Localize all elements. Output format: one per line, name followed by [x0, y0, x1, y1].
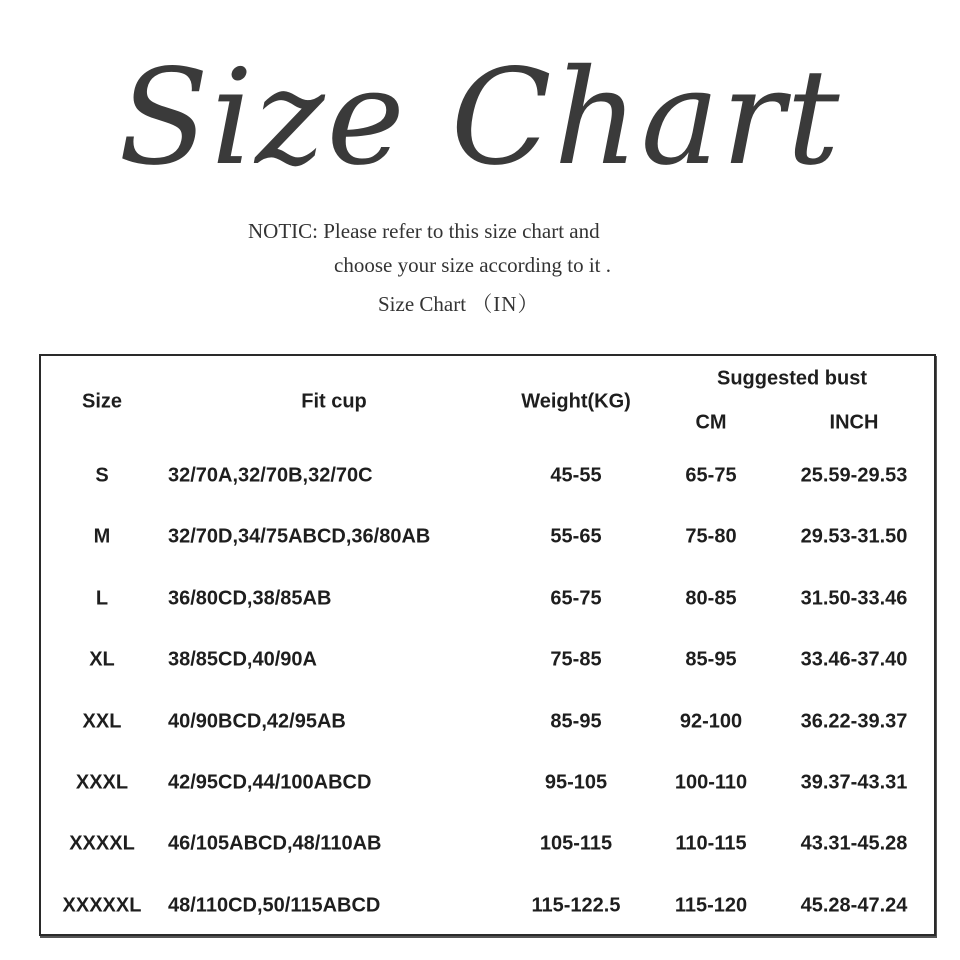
cell-size: XXXXL [69, 832, 135, 855]
header-cm: CM [695, 411, 727, 434]
cell-size: L [95, 587, 109, 610]
cell-size: XL [89, 648, 115, 671]
size-chart-label: Size Chart [378, 292, 467, 316]
cell-weight: 75-85 [550, 648, 602, 671]
cell-cm: 115-120 [674, 894, 748, 917]
cell-size: XXXL [75, 771, 129, 794]
cell-fit-cup: 46/105ABCD,48/110AB [168, 832, 382, 855]
cell-inch: 29.53-31.50 [800, 525, 908, 548]
page-title: Size Chart [118, 41, 842, 195]
header-fit-cup: Fit cup [301, 390, 367, 413]
cell-weight: 95-105 [544, 771, 608, 794]
cell-size: XXXXXL [62, 894, 142, 917]
cell-fit-cup: 32/70D,34/75ABCD,36/80AB [168, 525, 431, 548]
cell-inch: 33.46-37.40 [800, 648, 908, 671]
cell-fit-cup: 42/95CD,44/100ABCD [168, 771, 372, 794]
notice-line-2: choose your size according to it . [334, 253, 611, 277]
cell-inch: 36.22-39.37 [800, 710, 908, 733]
cell-weight: 105-115 [539, 832, 613, 855]
cell-weight: 85-95 [550, 710, 602, 733]
header-inch: INCH [829, 411, 879, 434]
size-table [39, 354, 936, 936]
cell-cm: 65-75 [685, 464, 737, 487]
cell-cm: 110-115 [675, 832, 747, 855]
cell-cm: 85-95 [685, 648, 737, 671]
cell-weight: 45-55 [550, 464, 602, 487]
cell-inch: 39.37-43.31 [800, 771, 908, 794]
cell-cm: 100-110 [674, 771, 748, 794]
size-chart-unit: （IN） [471, 292, 540, 316]
cell-fit-cup: 38/85CD,40/90A [168, 648, 317, 671]
cell-weight: 65-75 [550, 587, 602, 610]
notice-line-1: NOTIC: Please refer to this size chart and [248, 219, 600, 243]
header-weight: Weight(KG) [521, 390, 631, 413]
cell-cm: 92-100 [679, 710, 743, 733]
cell-inch: 25.59-29.53 [800, 464, 908, 487]
cell-cm: 80-85 [685, 587, 737, 610]
cell-inch: 31.50-33.46 [800, 587, 908, 610]
cell-inch: 43.31-45.28 [800, 832, 908, 855]
cell-inch: 45.28-47.24 [800, 894, 908, 917]
cell-cm: 75-80 [685, 525, 737, 548]
cell-weight: 55-65 [550, 525, 602, 548]
cell-size: M [93, 525, 111, 548]
header-suggested-bust: Suggested bust [716, 367, 868, 390]
notice-line-3 [378, 288, 539, 318]
cell-fit-cup: 48/110CD,50/115ABCD [168, 894, 381, 917]
cell-size: XXL [82, 710, 122, 733]
cell-fit-cup: 32/70A,32/70B,32/70C [168, 464, 373, 487]
cell-fit-cup: 40/90BCD,42/95AB [168, 710, 346, 733]
cell-weight: 115-122.5 [531, 894, 621, 917]
cell-fit-cup: 36/80CD,38/85AB [168, 587, 332, 610]
cell-size: S [95, 464, 109, 487]
header-size: Size [81, 390, 123, 413]
